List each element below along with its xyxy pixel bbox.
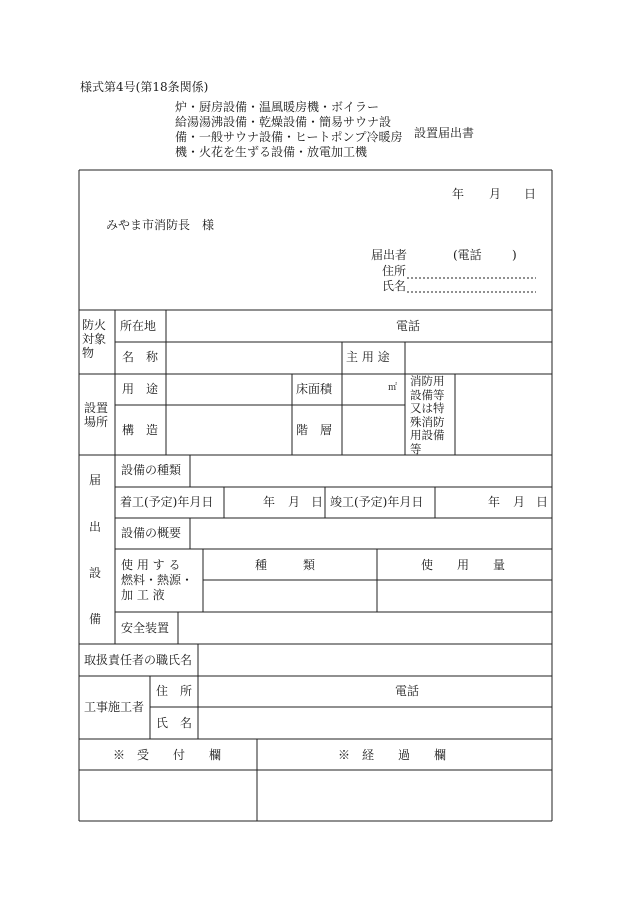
amount-label: 使 用 量 bbox=[421, 558, 506, 572]
equipment-label-char: 出 bbox=[89, 520, 102, 534]
area-unit: ㎡ bbox=[388, 383, 398, 393]
title-line: 炉・厨房設備・温風暖房機・ボイラー bbox=[175, 100, 380, 114]
fuel-label-line: 使 用 す る bbox=[121, 558, 181, 572]
applicant-phone-label: (電話 bbox=[453, 248, 482, 262]
contractor-phone-label: 電話 bbox=[395, 684, 420, 698]
start-year: 年 bbox=[263, 495, 276, 509]
structure-label: 構 造 bbox=[122, 423, 159, 437]
use-label: 用 途 bbox=[122, 382, 159, 396]
target-name-label: 名 称 bbox=[122, 350, 159, 364]
end-month: 月 bbox=[513, 495, 526, 509]
title-line: 給湯湯沸設備・乾燥設備・簡易サウナ設 bbox=[175, 115, 392, 129]
progress-label: ※ 経 過 欄 bbox=[338, 748, 447, 762]
title-suffix: 設置届出書 bbox=[414, 126, 475, 140]
contractor-label: 工事施工者 bbox=[84, 700, 145, 714]
receipt-label: ※ 受 付 欄 bbox=[113, 748, 222, 762]
start-month: 月 bbox=[288, 495, 301, 509]
date-year: 年 bbox=[452, 187, 465, 201]
title-line: 備・一般サウナ設備・ヒートポンプ冷暖房 bbox=[175, 130, 403, 144]
end-date-label: 竣工(予定)年月日 bbox=[330, 495, 424, 509]
install-place-label: 設置場所 bbox=[84, 401, 109, 429]
floor-area-label: 床面積 bbox=[296, 382, 333, 396]
fuel-label-line: 加 工 液 bbox=[121, 588, 165, 602]
applicant-name-label: 氏名 bbox=[382, 279, 407, 293]
equipment-label-char: 届 bbox=[89, 473, 102, 487]
floor-level-label: 階 層 bbox=[296, 423, 333, 437]
kind-label: 種 類 bbox=[255, 558, 316, 572]
title-line: 機・火花を生ずる設備・放電加工機 bbox=[175, 145, 368, 159]
manager-label: 取扱責任者の職氏名 bbox=[84, 653, 193, 667]
fire-target-label: 防火対象物 bbox=[82, 318, 107, 360]
date-day: 日 bbox=[524, 187, 537, 201]
start-date-label: 着工(予定)年月日 bbox=[120, 495, 214, 509]
start-day: 日 bbox=[311, 495, 324, 509]
equipment-type-label: 設備の種類 bbox=[121, 463, 182, 477]
fire-equipment-label: 消防用設備等又は特殊消防用設備等 bbox=[410, 374, 445, 456]
fuel-label-line: 燃料・熱源・ bbox=[121, 573, 194, 587]
date-month: 月 bbox=[489, 187, 502, 201]
main-use-label: 主 用 途 bbox=[346, 350, 390, 364]
equipment-label-char: 設 bbox=[89, 566, 102, 580]
contractor-name-label: 氏 名 bbox=[156, 716, 193, 730]
location-phone-label: 電話 bbox=[396, 319, 421, 333]
applicant-address-label: 住所 bbox=[382, 264, 407, 278]
safety-device-label: 安全装置 bbox=[121, 621, 170, 635]
contractor-address-label: 住 所 bbox=[156, 684, 193, 698]
location-label: 所在地 bbox=[120, 319, 157, 333]
end-day: 日 bbox=[536, 495, 549, 509]
addressee: みやま市消防長 様 bbox=[106, 218, 215, 232]
applicant-phone-close: ) bbox=[512, 248, 517, 262]
outline-label: 設備の概要 bbox=[121, 526, 182, 540]
end-year: 年 bbox=[488, 495, 501, 509]
equipment-label-char: 備 bbox=[89, 612, 102, 626]
applicant-label: 届出者 bbox=[371, 248, 408, 262]
form-reference: 様式第4号(第18条関係) bbox=[80, 80, 209, 94]
